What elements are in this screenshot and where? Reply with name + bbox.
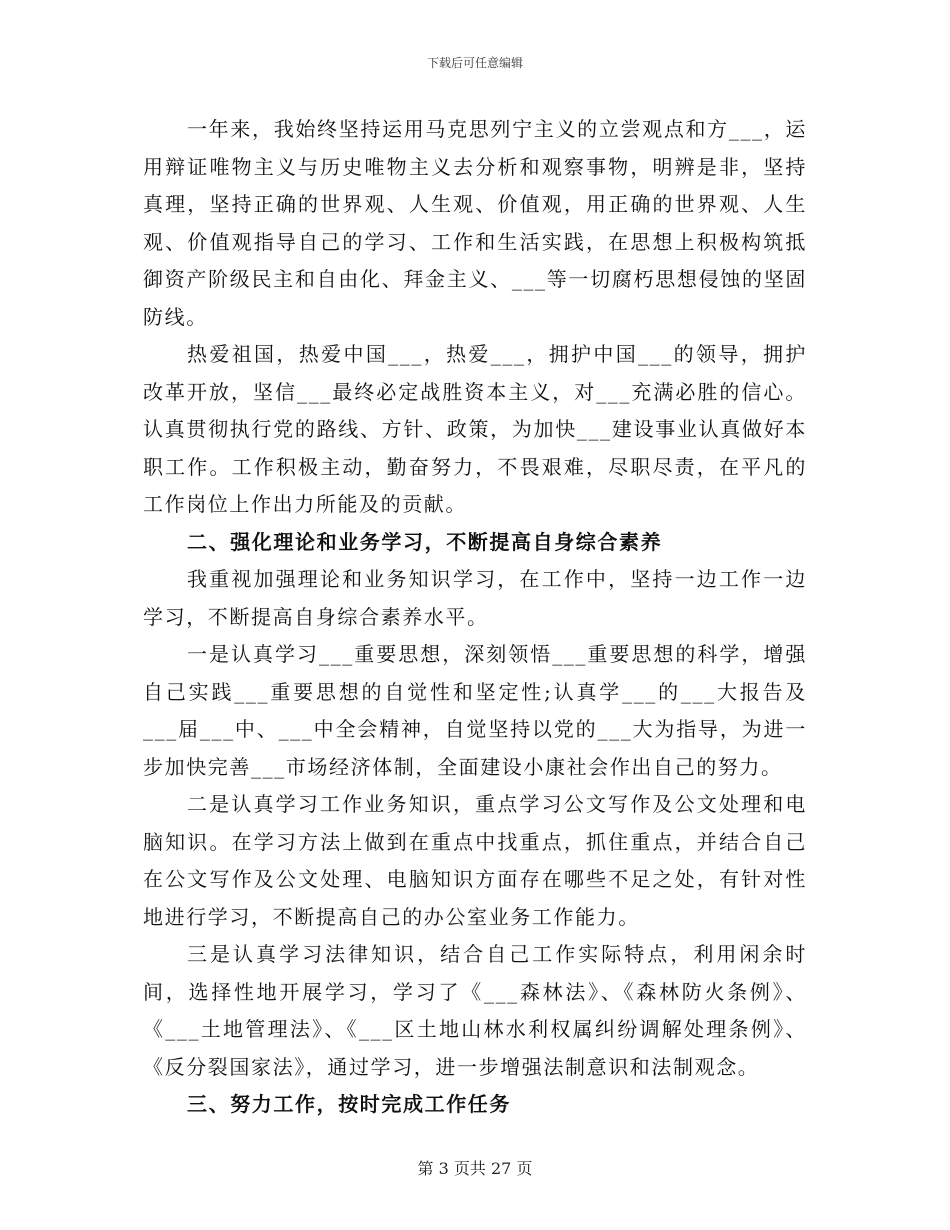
page-number: 第 3 页共 27 页 — [417, 1159, 533, 1178]
section-heading-study: 二、强化理论和业务学习，不断提高自身综合素养 — [187, 529, 663, 554]
paragraph-study-intro: 我重视加强理论和业务知识学习，在工作中，坚持一边工作一边学习，不断提高自身综合素养水平。 — [143, 567, 807, 629]
paragraph-study-business: 二是认真学习工作业务知识，重点学习公文写作及公文处理和电脑知识。在学习方法上做到在重点中找重点，抓住重点，并结合自己在公文写作及公文处理、电脑知识方面存在哪些不足之处，有针对性地进行学习，不断提高自己的办公室业务工作能力。 — [143, 792, 807, 929]
document-body — [143, 111, 807, 1124]
paragraph-ideology: 一年来，我始终坚持运用马克思列宁主义的立尝观点和方___，运用辩证唯物主义与历史唯物主义去分析和观察事物，明辨是非，坚持真理，坚持正确的世界观、人生观、价值观，用正确的世界观、人生观、价值观指导自己的学习、工作和生活实践，在思想上积极构筑抵御资产阶级民主和自由化、拜金主义、___等一切腐朽思想侵蚀的坚固防线。 — [143, 117, 807, 329]
paragraph-study-law: 三是认真学习法律知识，结合自己工作实际特点，利用闲余时间，选择性地开展学习，学习了《___森林法》、《森林防火条例》、《___土地管理法》、《___区土地山林水利权属纠纷调解处理条例》、《反分裂国家法》，通过学习，进一步增强法制意识和法制观念。 — [143, 942, 807, 1079]
section-heading-work: 三、努力工作，按时完成工作任务 — [187, 1092, 511, 1116]
page-header: 下载后可任意编辑 — [426, 56, 523, 70]
paragraph-patriotism: 热爱祖国，热爱中国___，热爱___，拥护中国___的领导，拥护改革开放，坚信___最终必定战胜资本主义，对___充满必胜的信心。认真贯彻执行党的路线、方针、政策，为加快___建设事业认真做好本职工作。工作积极主动，勤奋努力，不畏艰难，尽职尽责，在平凡的工作岗位上作出力所能及的贡献。 — [143, 342, 807, 516]
paragraph-study-theory: 一是认真学习___重要思想，深刻领悟___重要思想的科学，增强自己实践___重要思想的自觉性和坚定性;认真学___的___大报告及___届___中、___中全会精神，自觉坚持以党的___大为指导，为进一步加快完善___市场经济体制，全面建设小康社会作出自己的努力。 — [143, 642, 807, 779]
